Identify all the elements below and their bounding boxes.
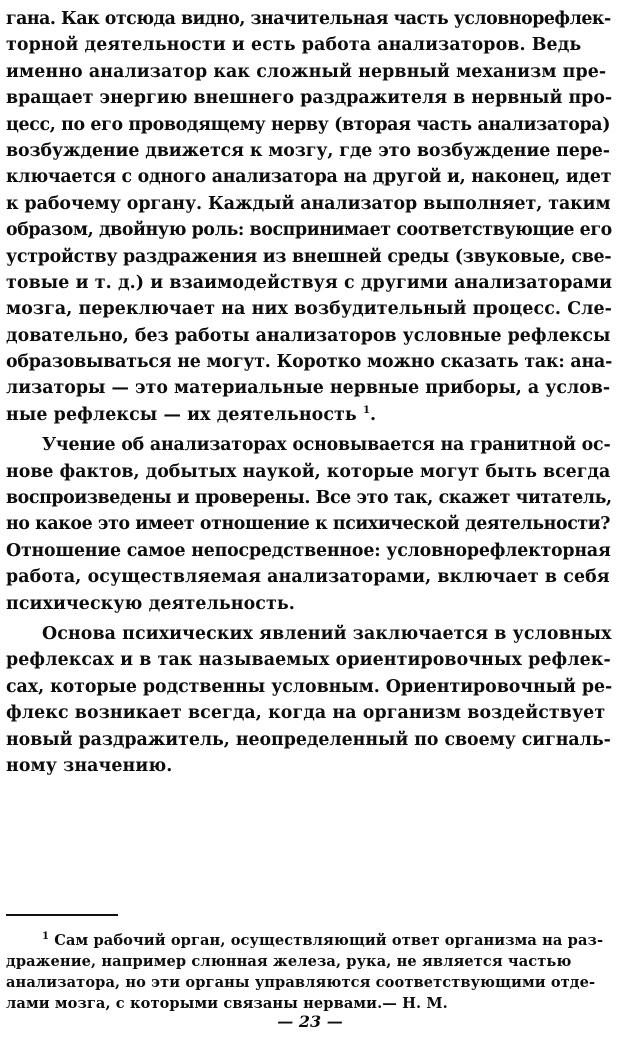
text-line: товые и т. д.) и взаимодействуя с другими анализаторами xyxy=(6,272,613,293)
text-line: возбуждение движется к мозгу, где это возбуждение пере- xyxy=(6,140,610,161)
text-line: психическую деятельность. xyxy=(6,593,295,614)
text-line: лизаторы — это материальные нервные приборы, а услов- xyxy=(6,378,611,399)
text-line-content: ные рефлексы — их деятельность xyxy=(6,404,357,425)
paragraph-2 xyxy=(6,432,612,617)
footnote-number: 1 xyxy=(42,931,50,943)
paragraph-1 xyxy=(6,6,612,428)
text-line: Отношение самое непосредственное: условнорефлекторная xyxy=(6,540,611,561)
footnote-line: лами мозга, с которыми связаны нервами.— Н. М. xyxy=(6,995,448,1012)
text-line: довательно, без работы анализаторов условные рефлексы xyxy=(6,325,611,346)
text-line: но какое это имеет отношение к психической деятельности? xyxy=(6,514,611,535)
text-line: цесс, по его проводящему нерву (вторая часть анализатора) xyxy=(6,114,611,135)
text-line: Учение об анализаторах основывается на гранитной ос- xyxy=(42,435,611,456)
footnote-line: анализатора, но эти органы управляются соответствующими отде- xyxy=(6,974,596,991)
text-line: образовываться не могут. Коротко можно сказать так: ана- xyxy=(6,352,613,373)
footnote-marker: 1 xyxy=(362,405,371,417)
footnote-divider xyxy=(6,914,118,916)
body-text xyxy=(6,6,612,779)
text-line: именно анализатор как сложный нервный механизм пре- xyxy=(6,61,607,82)
text-line: работа, осуществляемая анализаторами, включает в себя xyxy=(6,567,610,588)
text-line: Основа психических явлений заключается в условных xyxy=(42,623,612,644)
footnote xyxy=(6,930,612,1014)
page-number: — 23 — xyxy=(277,1012,343,1031)
text-line: к рабочему органу. Каждый анализатор выполняет, таким xyxy=(6,193,611,214)
footnote-line-content: Сам рабочий орган, осуществляющий ответ организма на раз- xyxy=(54,932,604,949)
text-line: торной деятельности и есть работа анализаторов. Ведь xyxy=(6,35,582,56)
text-line: ключается с одного анализатора на другой и, наконец, идет xyxy=(6,167,612,188)
text-line: флекс возникает всегда, когда на организм воздействует xyxy=(6,703,606,724)
footnote-line xyxy=(6,930,612,951)
text-line: вращает энергию внешнего раздражителя в нервный про- xyxy=(6,88,613,109)
footnote-line: дражение, например слюнная железа, рука, не является частью xyxy=(6,953,572,970)
text-line: новый раздражитель, неопределенный по своему сигналь- xyxy=(6,729,611,750)
text-line: ному значению. xyxy=(6,755,173,776)
text-line-last: ные рефлексы — их деятельность $^1$. xyxy=(6,404,377,425)
text-line: мозга, переключает на них возбудительный процесс. Сле- xyxy=(6,299,612,320)
paragraph-3 xyxy=(6,621,612,779)
text-line: образом, двойную роль: воспринимает соответствующие его xyxy=(6,220,612,241)
text-line: нове фактов, добытых наукой, которые могут быть всегда xyxy=(6,461,611,482)
text-line: рефлексах и в так называемых ориентировочных рефлек- xyxy=(6,650,611,671)
text-line: гана. Как отсюда видно, значительная часть условнорефлек- xyxy=(6,9,611,29)
text-line: устройству раздражения из внешней среды (звуковые, све- xyxy=(6,246,612,267)
text-line: сах, которые родственны условным. Ориентировочный ре- xyxy=(6,676,613,697)
text-line: воспроизведены и проверены. Все это так, скажет читатель, xyxy=(6,488,612,509)
